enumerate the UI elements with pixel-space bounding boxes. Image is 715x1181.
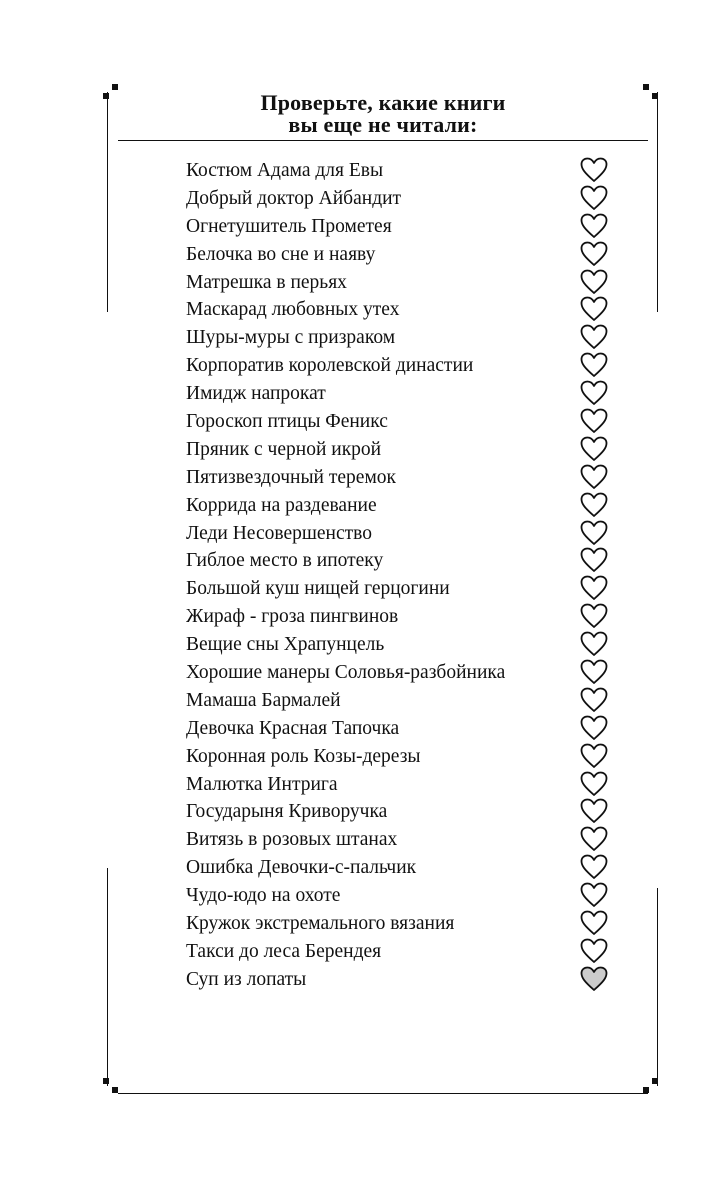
heart-checkbox-icon[interactable]: [580, 408, 608, 434]
book-title: Леди Несовершенство: [186, 522, 372, 544]
list-item: [186, 797, 616, 825]
book-title: Девочка Красная Тапочка: [186, 717, 400, 739]
list-item: [186, 853, 616, 881]
book-title: Огнетушитель Прометея: [186, 215, 392, 237]
list-item: [186, 602, 616, 630]
frame-left-top-line: [107, 92, 108, 312]
book-title: Ошибка Девочки-с-пальчик: [186, 857, 417, 879]
heart-checkbox-icon[interactable]: [580, 631, 608, 657]
list-item: [186, 323, 616, 351]
heart-checkbox-icon[interactable]: [580, 854, 608, 880]
list-item: [186, 212, 616, 240]
book-title: Костюм Адама для Евы: [186, 160, 384, 181]
list-item: [186, 184, 616, 212]
book-title: Вещие сны Храпунцель: [186, 634, 385, 656]
heart-checkbox-icon[interactable]: [580, 910, 608, 936]
heart-checkbox-icon[interactable]: [580, 966, 608, 992]
heart-checkbox-icon[interactable]: [580, 687, 608, 713]
title-line-2: вы еще не читали:: [288, 112, 478, 137]
list-item: [186, 658, 616, 686]
heart-checkbox-icon[interactable]: [580, 213, 608, 239]
book-title: Большой куш нищей герцогини: [186, 578, 450, 600]
book-title: Корпоратив королевской династии: [186, 355, 474, 377]
book-title: Суп из лопаты: [186, 968, 307, 990]
heart-checkbox-icon[interactable]: [580, 464, 608, 490]
book-title: Коррида на раздевание: [186, 494, 377, 516]
list-item: [186, 491, 616, 519]
list-item: [186, 463, 616, 491]
heart-checkbox-icon[interactable]: [580, 324, 608, 350]
list-item: [186, 630, 616, 658]
book-title: Коронная роль Козы-дерезы: [186, 745, 421, 767]
book-title: Гиблое место в ипотеку: [186, 550, 384, 572]
heart-checkbox-icon[interactable]: [580, 352, 608, 378]
list-item: [186, 407, 616, 435]
heart-checkbox-icon[interactable]: [580, 436, 608, 462]
book-title: Добрый доктор Айбандит: [186, 187, 402, 209]
heart-checkbox-icon[interactable]: [580, 938, 608, 964]
list-item: [186, 714, 616, 742]
heart-checkbox-icon[interactable]: [580, 547, 608, 573]
book-checklist: [186, 156, 616, 993]
list-item: [186, 965, 616, 993]
heart-checkbox-icon[interactable]: [580, 575, 608, 601]
heart-checkbox-icon[interactable]: [580, 798, 608, 824]
list-item: [186, 379, 616, 407]
book-title: Хорошие манеры Соловья-разбойника: [186, 662, 506, 684]
list-item: [186, 351, 616, 379]
list-item: [186, 686, 616, 714]
book-title: Пятизвездочный теремок: [186, 466, 397, 488]
book-title: Пряник с черной икрой: [186, 438, 382, 460]
list-item: [186, 881, 616, 909]
list-item: [186, 156, 616, 184]
book-title: Малютка Интрига: [186, 773, 338, 795]
list-item: [186, 435, 616, 463]
corner-ornament-bottom-right: [643, 1078, 663, 1098]
list-item: [186, 909, 616, 937]
book-title: Маскарад любовных утех: [186, 299, 400, 321]
book-title: Имидж напрокат: [186, 383, 326, 405]
heart-checkbox-icon[interactable]: [580, 296, 608, 322]
list-item: [186, 268, 616, 296]
list-item: [186, 240, 616, 268]
book-title: Мамаша Бармалей: [186, 689, 341, 711]
frame-right-top-line: [657, 92, 658, 312]
corner-ornament-bottom-left: [103, 1078, 123, 1098]
heart-checkbox-icon[interactable]: [580, 659, 608, 685]
heart-checkbox-icon[interactable]: [580, 882, 608, 908]
frame-left-bottom-line: [107, 868, 108, 1086]
heart-checkbox-icon[interactable]: [580, 743, 608, 769]
book-title: Витязь в розовых штанах: [186, 829, 398, 851]
heart-checkbox-icon[interactable]: [580, 269, 608, 295]
heart-checkbox-icon[interactable]: [580, 157, 608, 183]
book-title: Гороскоп птицы Феникс: [186, 411, 388, 433]
heart-checkbox-icon[interactable]: [580, 603, 608, 629]
frame-bottom-line: [118, 1093, 648, 1094]
list-item: [186, 546, 616, 574]
list-item: [186, 574, 616, 602]
book-title: Матрешка в перьях: [186, 271, 347, 293]
book-title: Государыня Криворучка: [186, 801, 388, 823]
title-divider: [118, 140, 648, 141]
book-title: Белочка во сне и наяву: [186, 243, 376, 265]
book-title: Жираф - гроза пингвинов: [186, 606, 399, 628]
heart-checkbox-icon[interactable]: [580, 520, 608, 546]
heart-checkbox-icon[interactable]: [580, 826, 608, 852]
list-item: [186, 825, 616, 853]
page-title: [118, 92, 648, 136]
book-title: Кружок экстремального вязания: [186, 913, 455, 935]
heart-checkbox-icon[interactable]: [580, 715, 608, 741]
book-title: Такси до леса Берендея: [186, 940, 382, 962]
list-item: [186, 519, 616, 547]
heart-checkbox-icon[interactable]: [580, 380, 608, 406]
title-line-1: Проверьте, какие книги: [260, 90, 506, 115]
list-item: [186, 770, 616, 798]
heart-checkbox-icon[interactable]: [580, 241, 608, 267]
heart-checkbox-icon[interactable]: [580, 771, 608, 797]
heart-checkbox-icon[interactable]: [580, 492, 608, 518]
book-title: Чудо-юдо на охоте: [186, 885, 341, 907]
list-item: [186, 937, 616, 965]
frame-right-bottom-line: [657, 888, 658, 1086]
heart-checkbox-icon[interactable]: [580, 185, 608, 211]
list-item: [186, 295, 616, 323]
list-item: [186, 742, 616, 770]
book-title: Шуры-муры с призраком: [186, 327, 396, 349]
